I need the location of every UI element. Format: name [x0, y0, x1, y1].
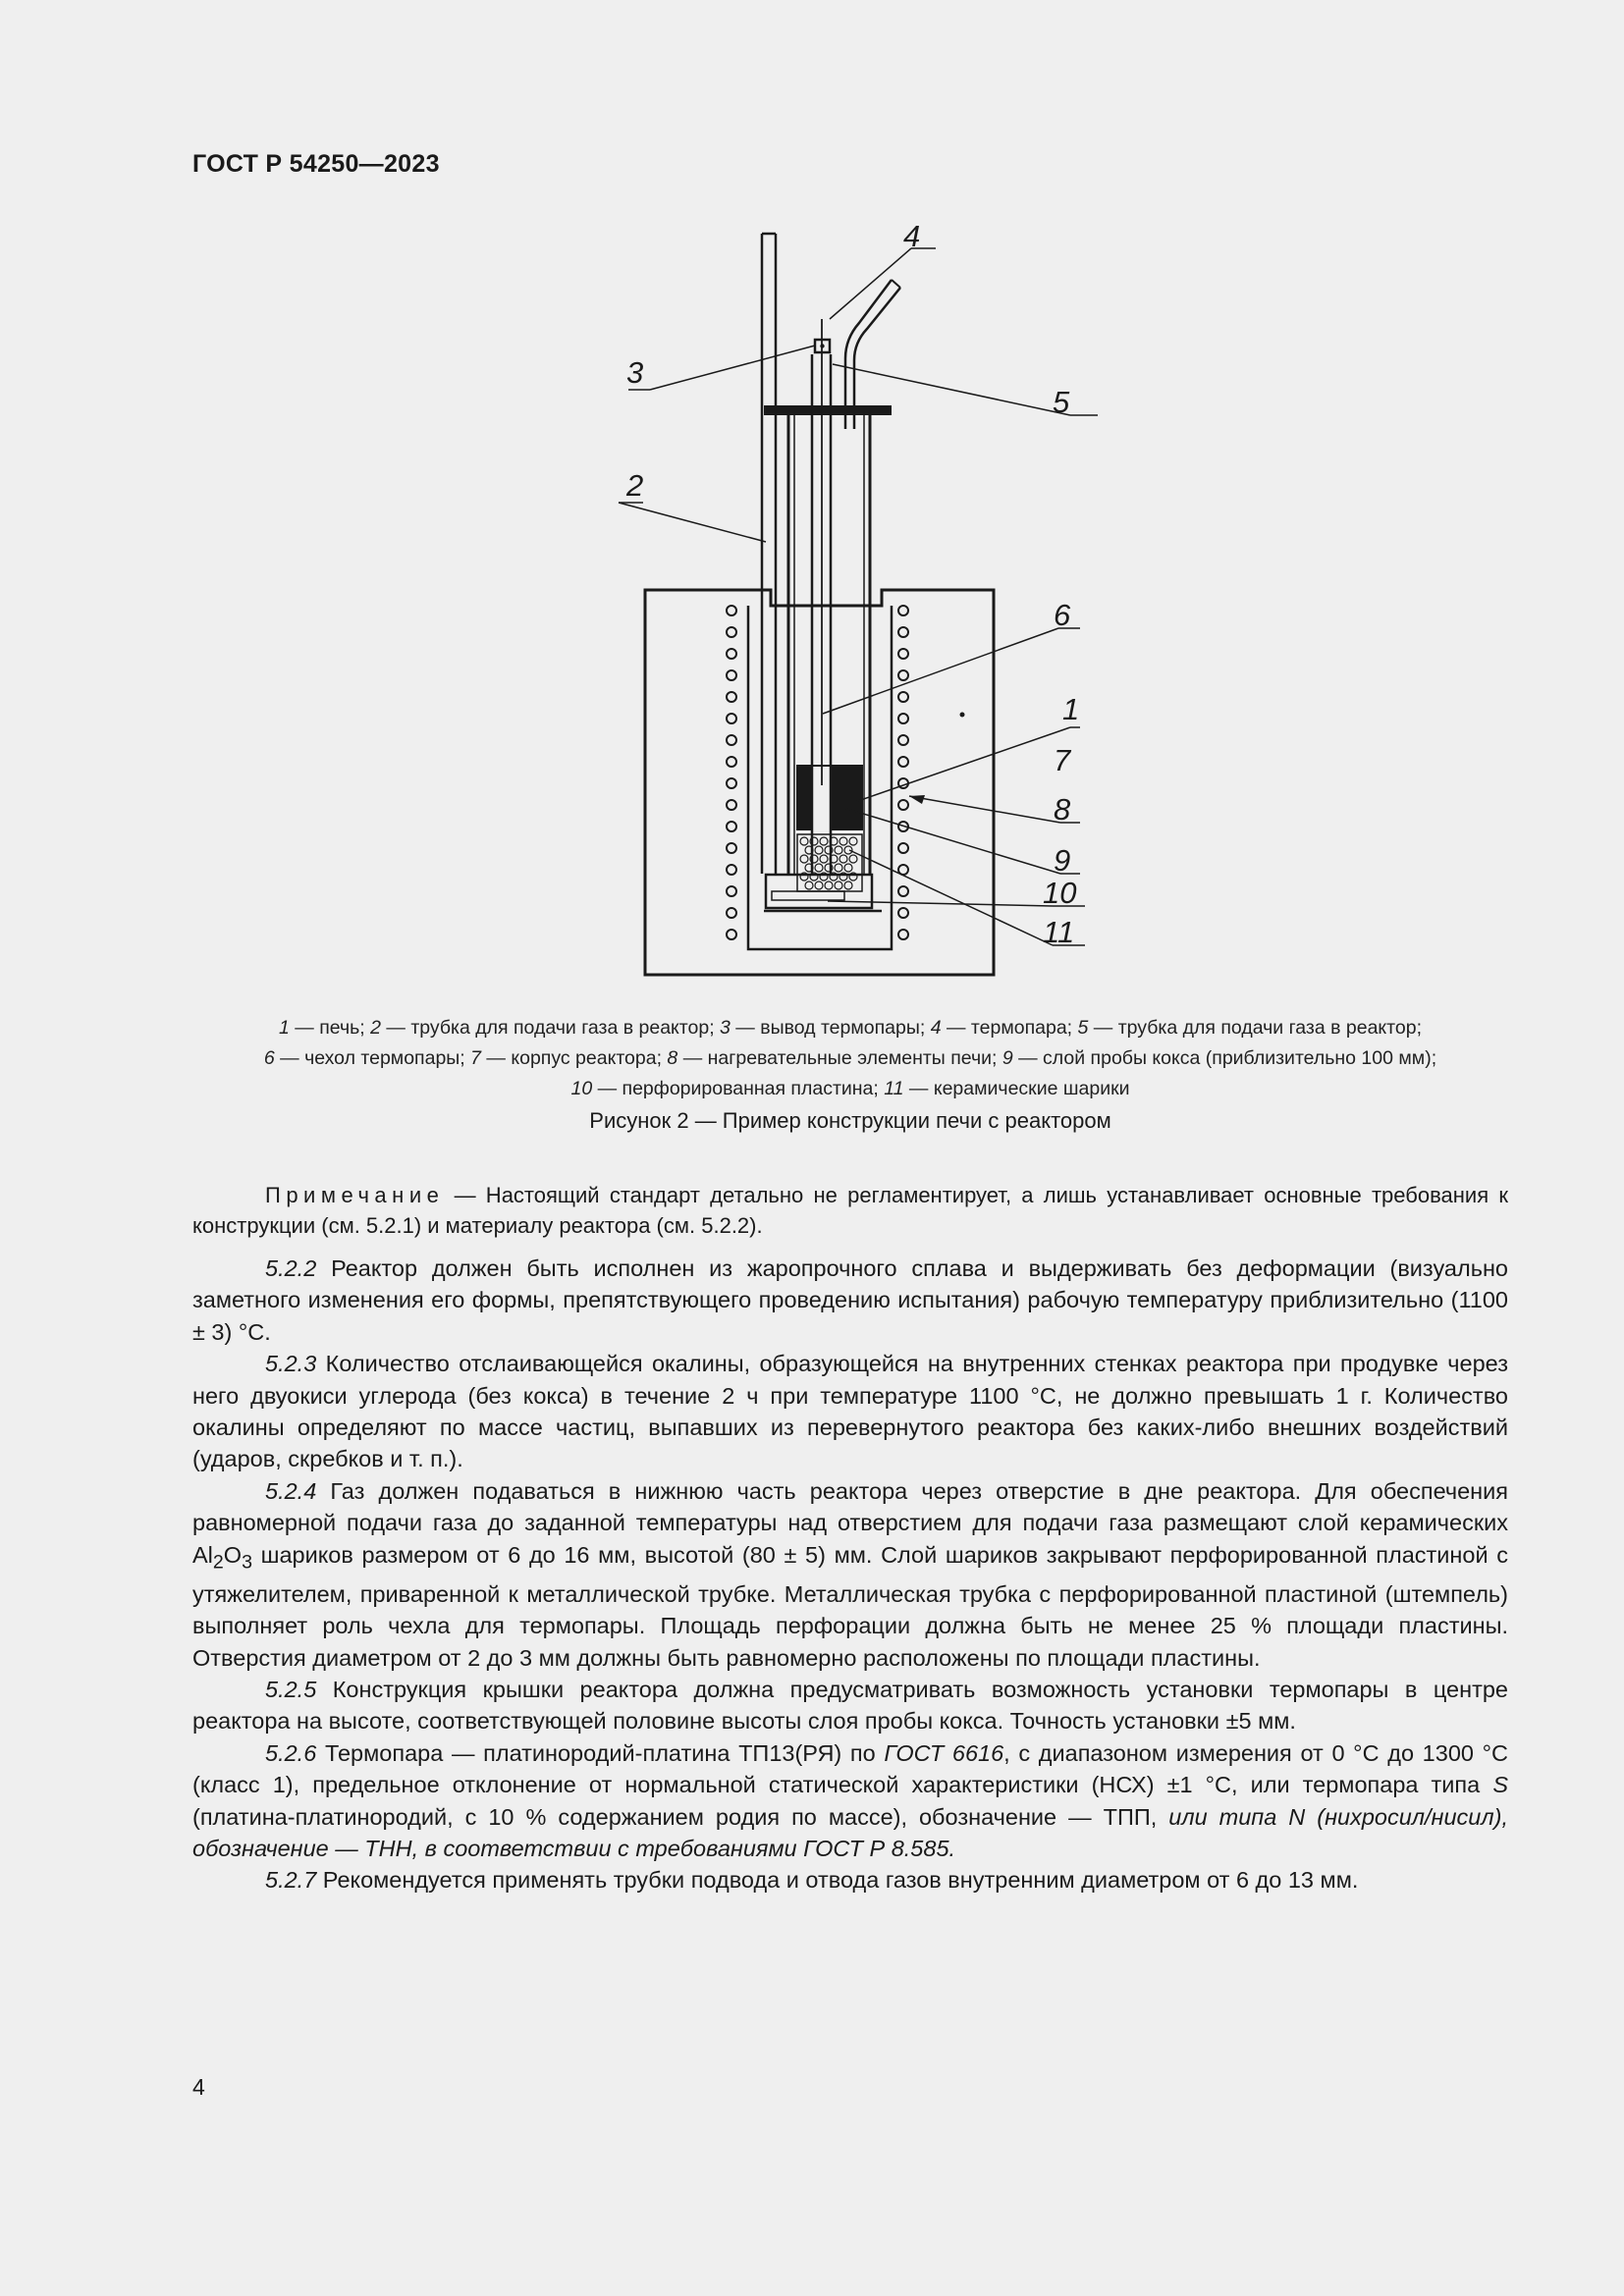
callout-4: 4 [903, 221, 921, 253]
clause-text: Конструкция крышки реактора должна предусматривать возможность установки термопары в центре реактора на высоте, соответствующей половине высоты слоя пробы кокса. Точность установки ±5 мм. [192, 1676, 1508, 1735]
clause-text: Термопара — платинородий-платина ТП13(РЯ) по [316, 1739, 885, 1766]
callout-7: 7 [1054, 743, 1071, 777]
document-code: ГОСТ Р 54250—2023 [192, 150, 440, 178]
clause-italic-text: или типа N (нихросил/нисил), обозначение — ТНН, в соответствии с требованиями ГОСТ Р 8.585. [192, 1803, 1508, 1861]
clause-number: 5.2.6 [265, 1739, 317, 1766]
callout-1: 1 [1062, 692, 1080, 726]
clause-5-2-4 [192, 1475, 1508, 1674]
note-text: — Настоящий стандарт детально не регламентирует, а лишь устанавливает основные требования к конструкции (см. 5.2.1) и материалу реактора (см. 5.2.2). [192, 1183, 1508, 1238]
standard-reference: ГОСТ 6616 [884, 1739, 1004, 1766]
callout-6: 6 [1054, 598, 1071, 632]
figure-legend [192, 1013, 1508, 1104]
furnace-body [645, 590, 994, 975]
note-paragraph [192, 1180, 1508, 1241]
legend-text: — корпус реактора; [481, 1047, 668, 1069]
legend-text: — вывод термопары; [730, 1017, 931, 1039]
legend-num: 3 [720, 1017, 731, 1039]
thermocouple-type: S [1492, 1772, 1508, 1798]
clause-5-2-3 [192, 1348, 1508, 1475]
legend-text: — слой пробы кокса (приблизительно 100 мм); [1012, 1047, 1437, 1069]
legend-num: 8 [667, 1047, 678, 1069]
heating-elements-left [727, 606, 736, 939]
clause-5-2-2 [192, 1253, 1508, 1348]
leader-lines [619, 248, 1098, 945]
clause-number: 5.2.5 [265, 1676, 317, 1702]
legend-num: 5 [1077, 1017, 1089, 1039]
clause-5-2-5 [192, 1674, 1508, 1737]
clause-text: Рекомендуется применять трубки подвода и отвода газов внутренним диаметром от 6 до 13 мм. [316, 1867, 1359, 1894]
callout-10: 10 [1043, 876, 1077, 910]
clause-5-2-6 [192, 1737, 1508, 1865]
legend-num: 4 [930, 1017, 942, 1039]
legend-text: — чехол термопары; [274, 1047, 471, 1069]
clause-text: O [223, 1541, 243, 1568]
subscript: 2 [212, 1551, 224, 1574]
ceramic-balls [800, 837, 857, 889]
reactor [762, 234, 900, 911]
legend-num: 7 [470, 1047, 482, 1069]
figure-caption: Рисунок 2 — Пример конструкции печи с реактором [589, 1108, 1111, 1133]
clause-text: Количество отслаивающейся окалины, образующейся на внутренних стенках реактора при продувке через него двуокиси углерода (без кокса) в течение 2 ч при температуре 1100 °C, не должно превышать 1 г. Количество окалины определяют по массе частиц, выпавших из перевернутого реактора без каких-либо внешних воздействий (ударов, скребков и т. п.). [192, 1351, 1508, 1472]
legend-num: 11 [884, 1078, 904, 1099]
clause-text: , с диапазоном измерения от 0 °C до 1300 °C (класс 1), предельное отклонение от нормальной статической характеристики (НСХ) ±1 °C, или термопара типа [192, 1739, 1508, 1798]
legend-text: — перфорированная пластина; [592, 1078, 885, 1099]
legend-text: — трубка для подачи газа в реактор; [380, 1017, 721, 1039]
legend-num: 10 [570, 1078, 593, 1099]
note-label: Примечание [265, 1183, 445, 1207]
legend-text: — керамические шарики [903, 1078, 1130, 1099]
legend-num: 9 [1001, 1047, 1013, 1069]
legend-num: 1 [279, 1017, 290, 1039]
clause-text: (платина-платинородий, с 10 % содержанием родия по массе), обозначение — ТПП, [192, 1803, 1169, 1830]
clause-text: шариков размером от 6 до 16 мм, высотой (80 ± 5) мм. Слой шариков закрывают перфорированной пластиной с утяжелителем, приваренной к металлической трубке. Металлическая трубка с перфорированной пластиной (штемпель) выполняет роль чехла для термопары. Площадь перфорации должна быть не менее 25 % площади пластины. Отверстия диаметром от 2 до 3 мм должны быть равномерно расположены по площади пластины. [192, 1541, 1508, 1671]
page-number: 4 [192, 2074, 205, 2100]
subscript: 3 [242, 1551, 252, 1574]
callout-2: 2 [626, 468, 644, 503]
legend-num: 6 [263, 1047, 275, 1069]
clause-number: 5.2.3 [265, 1351, 317, 1377]
callout-5: 5 [1053, 385, 1070, 419]
legend-text: — нагревательные элементы печи; [677, 1047, 1002, 1069]
callout-8: 8 [1054, 792, 1071, 827]
clause-text: Реактор должен быть исполнен из жаропрочного сплава и выдерживать без деформации (визуально заметного изменения его формы, препятствующего проведению испытания) рабочую температуру приблизительно (1100 ± 3) °C. [192, 1255, 1508, 1345]
clause-number: 5.2.4 [265, 1477, 317, 1504]
legend-text: — печь; [289, 1017, 371, 1039]
legend-text: — трубка для подачи газа в реактор; [1088, 1017, 1422, 1039]
legend-num: 2 [370, 1017, 381, 1039]
callout-9: 9 [1054, 843, 1071, 878]
clause-number: 5.2.7 [265, 1867, 317, 1894]
clause-text: Газ должен подаваться в нижнюю часть реактора через отверстие в дне реактора. Для обеспечения равномерной подачи газа до заданной температуры над отверстием для подачи газа размещают слой керамических Al [192, 1477, 1508, 1568]
heating-elements-right [898, 606, 908, 939]
body-text [192, 1180, 1508, 1896]
clause-5-2-7 [192, 1864, 1508, 1896]
callout-11: 11 [1043, 915, 1075, 949]
legend-text: — термопара; [941, 1017, 1078, 1039]
callout-3: 3 [626, 355, 644, 390]
furnace-reactor-diagram [589, 221, 1119, 987]
clause-number: 5.2.2 [265, 1255, 317, 1281]
